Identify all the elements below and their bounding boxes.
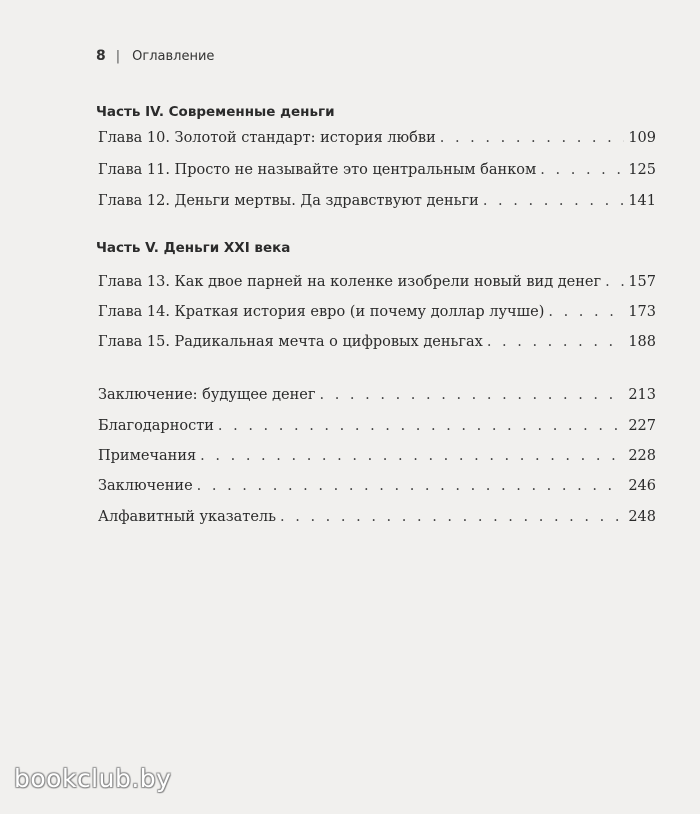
toc-entry — [98, 386, 656, 404]
toc-entry-label: Глава 11. Просто не называйте это центральным банком — [98, 162, 537, 178]
part-title: Часть V. Деньги XXI века — [96, 240, 291, 256]
toc-entry-label: Заключение — [98, 478, 193, 494]
toc-entry-label: Глава 12. Деньги мертвы. Да здравствуют деньги — [98, 193, 479, 209]
dot-leader — [319, 386, 624, 404]
toc-entry-page: 188 — [628, 334, 656, 350]
dot-leader — [440, 129, 625, 147]
dot-leader — [605, 273, 624, 291]
toc-entry — [98, 273, 656, 291]
toc-entry — [98, 161, 656, 179]
toc-entry-label: Благодарности — [98, 418, 214, 434]
dot-leader — [483, 192, 624, 210]
toc-entry-label: Примечания — [98, 448, 197, 464]
toc-entry-page: 125 — [628, 162, 656, 178]
toc-entry-page: 228 — [628, 448, 656, 464]
toc-entry-label: Глава 13. Как двое парней на коленке изобрели новый вид денег — [98, 274, 602, 290]
dot-leader — [540, 161, 624, 179]
toc-entry-label: Глава 15. Радикальная мечта о цифровых деньгах — [98, 334, 483, 350]
toc-entry — [98, 417, 656, 435]
toc-entry-page: 141 — [628, 193, 656, 209]
toc-entry-page: 227 — [628, 418, 656, 434]
dot-leader — [218, 417, 624, 435]
toc-entry-page: 246 — [628, 478, 656, 494]
toc-entry-page: 173 — [628, 304, 656, 320]
toc-entry-page: 213 — [628, 387, 656, 403]
toc-entry-page: 109 — [628, 130, 656, 146]
toc-entry-label: Алфавитный указатель — [98, 509, 277, 525]
site-watermark: bookclub.by — [14, 764, 172, 793]
dot-leader — [487, 333, 625, 351]
toc-entry — [98, 192, 656, 210]
dot-leader — [548, 303, 624, 321]
toc-entry-label: Глава 14. Краткая история евро (и почему доллар лучше) — [98, 304, 545, 320]
toc-entry — [98, 333, 656, 351]
dot-leader — [197, 477, 625, 495]
toc-entry — [98, 447, 656, 465]
dot-leader — [280, 508, 624, 526]
toc-entry — [98, 303, 656, 321]
toc-entry — [98, 477, 656, 495]
toc-entry-page: 157 — [628, 274, 656, 290]
toc-entry — [98, 508, 656, 526]
part-title: Часть IV. Современные деньги — [96, 104, 335, 120]
toc-entry-page: 248 — [628, 509, 656, 525]
running-header — [96, 48, 214, 64]
dot-leader — [200, 447, 624, 465]
toc-entry-label: Заключение: будущее денег — [98, 387, 316, 403]
toc-entry — [98, 129, 656, 147]
page-number: 8 — [96, 48, 106, 64]
header-section: Оглавление — [132, 48, 215, 64]
header-separator: | — [115, 48, 121, 64]
toc-entry-label: Глава 10. Золотой стандарт: история любви — [98, 130, 436, 146]
